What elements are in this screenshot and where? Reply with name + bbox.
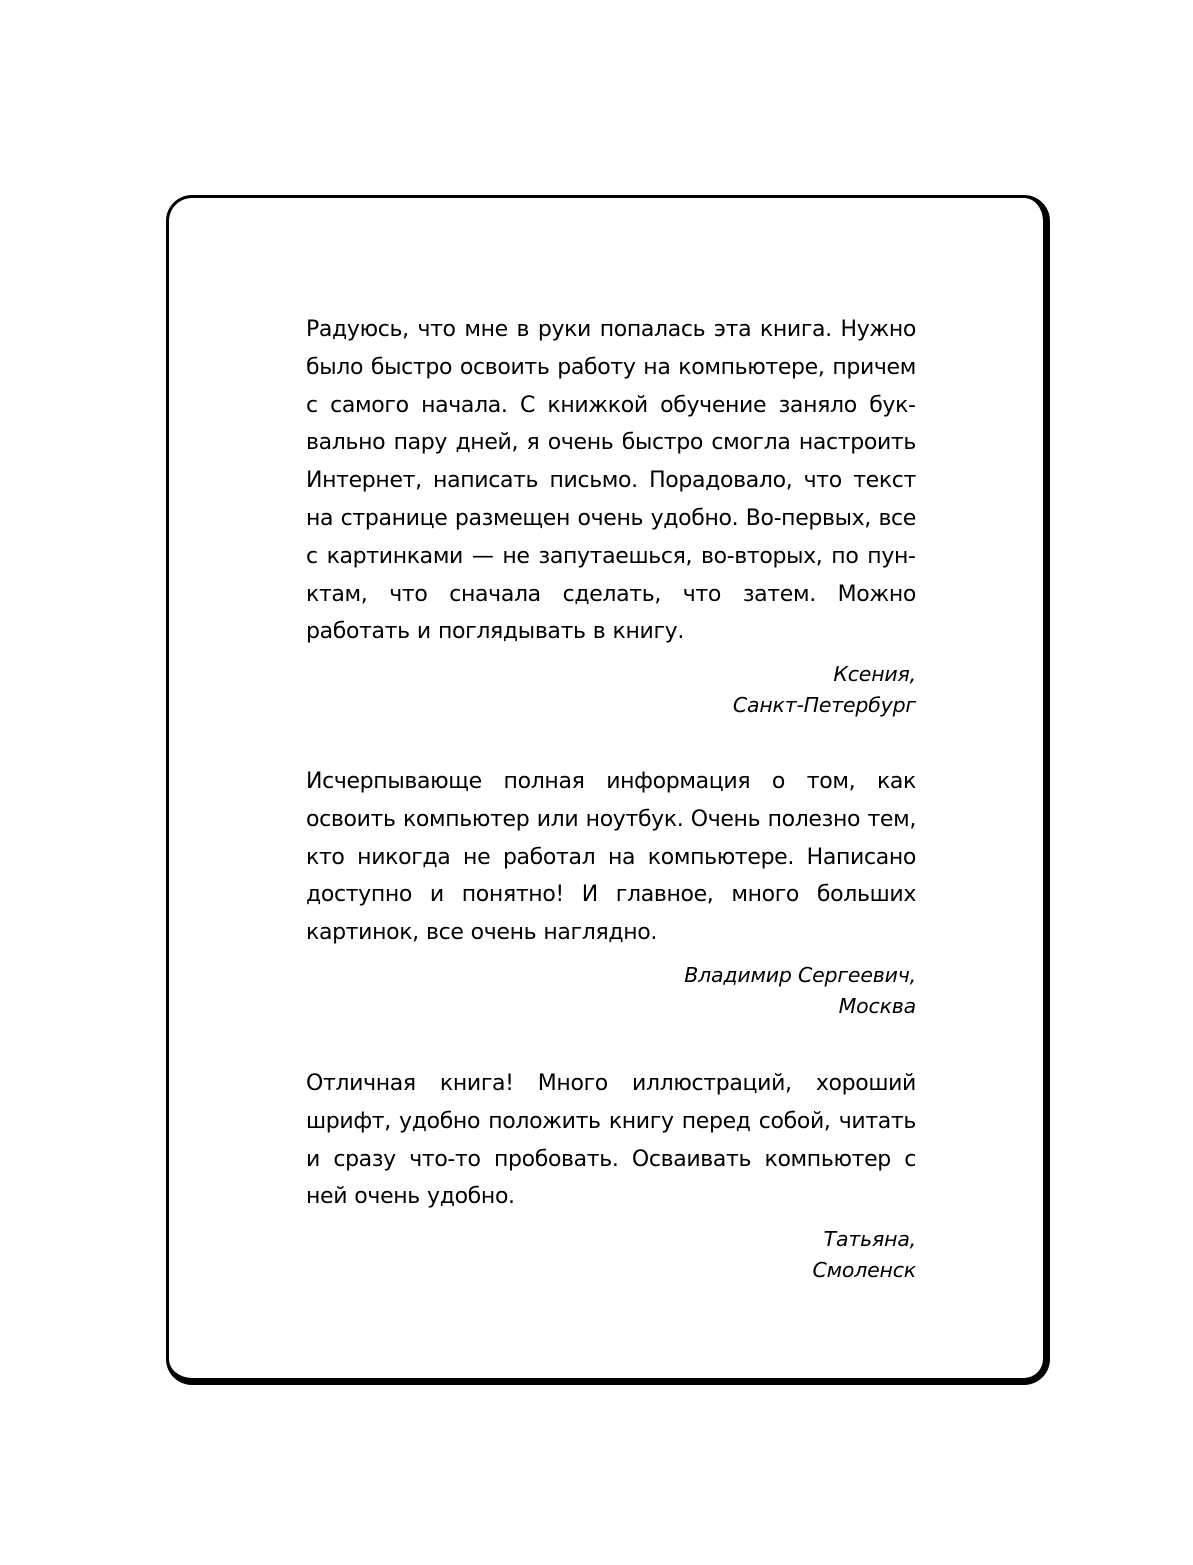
review-signature [306, 659, 916, 721]
reviewer-name: Татьяна, [823, 1227, 916, 1252]
reviewer-city: Москва [838, 993, 916, 1018]
reviewer-city: Санкт-Петербург [732, 693, 916, 718]
reviewer-name: Ксения, [833, 662, 916, 687]
review-1 [306, 311, 916, 721]
reviewer-name: Владимир Сергеевич, [684, 962, 916, 987]
review-text: Радуюсь, что мне в руки попалась эта книга. Нужно было быстро освоить работу на компьютере, причем с самого начала. С книжкой обучение заняло буквально пару дней, я очень быстро смогла настроить Интернет, написать письмо. Порадовало, что текст на странице размещен очень удобно. Во-первых, все с картинками — не запутаешься, во-вторых, по пунктам, что сначала сделать, что затем. Можно работать и поглядывать в книгу. [306, 317, 916, 645]
review-signature [306, 960, 916, 1022]
review-text: Отличная книга! Много иллюстраций, хороший шрифт, удобно положить книгу перед собой, читать и сразу что-то пробовать. Осваивать компьютер с ней очень удобно. [306, 1071, 916, 1210]
reviewer-city: Смоленск [812, 1258, 916, 1283]
review-text: Исчерпывающе полная информация о том, как освоить компьютер или ноутбук. Очень полезно тем, кто никогда не работал на компьютере. Написано доступно и понятно! И главное, много больших картинок, все очень наглядно. [306, 769, 916, 946]
review-3 [306, 1065, 916, 1286]
review-2 [306, 763, 916, 1022]
review-signature [306, 1224, 916, 1286]
